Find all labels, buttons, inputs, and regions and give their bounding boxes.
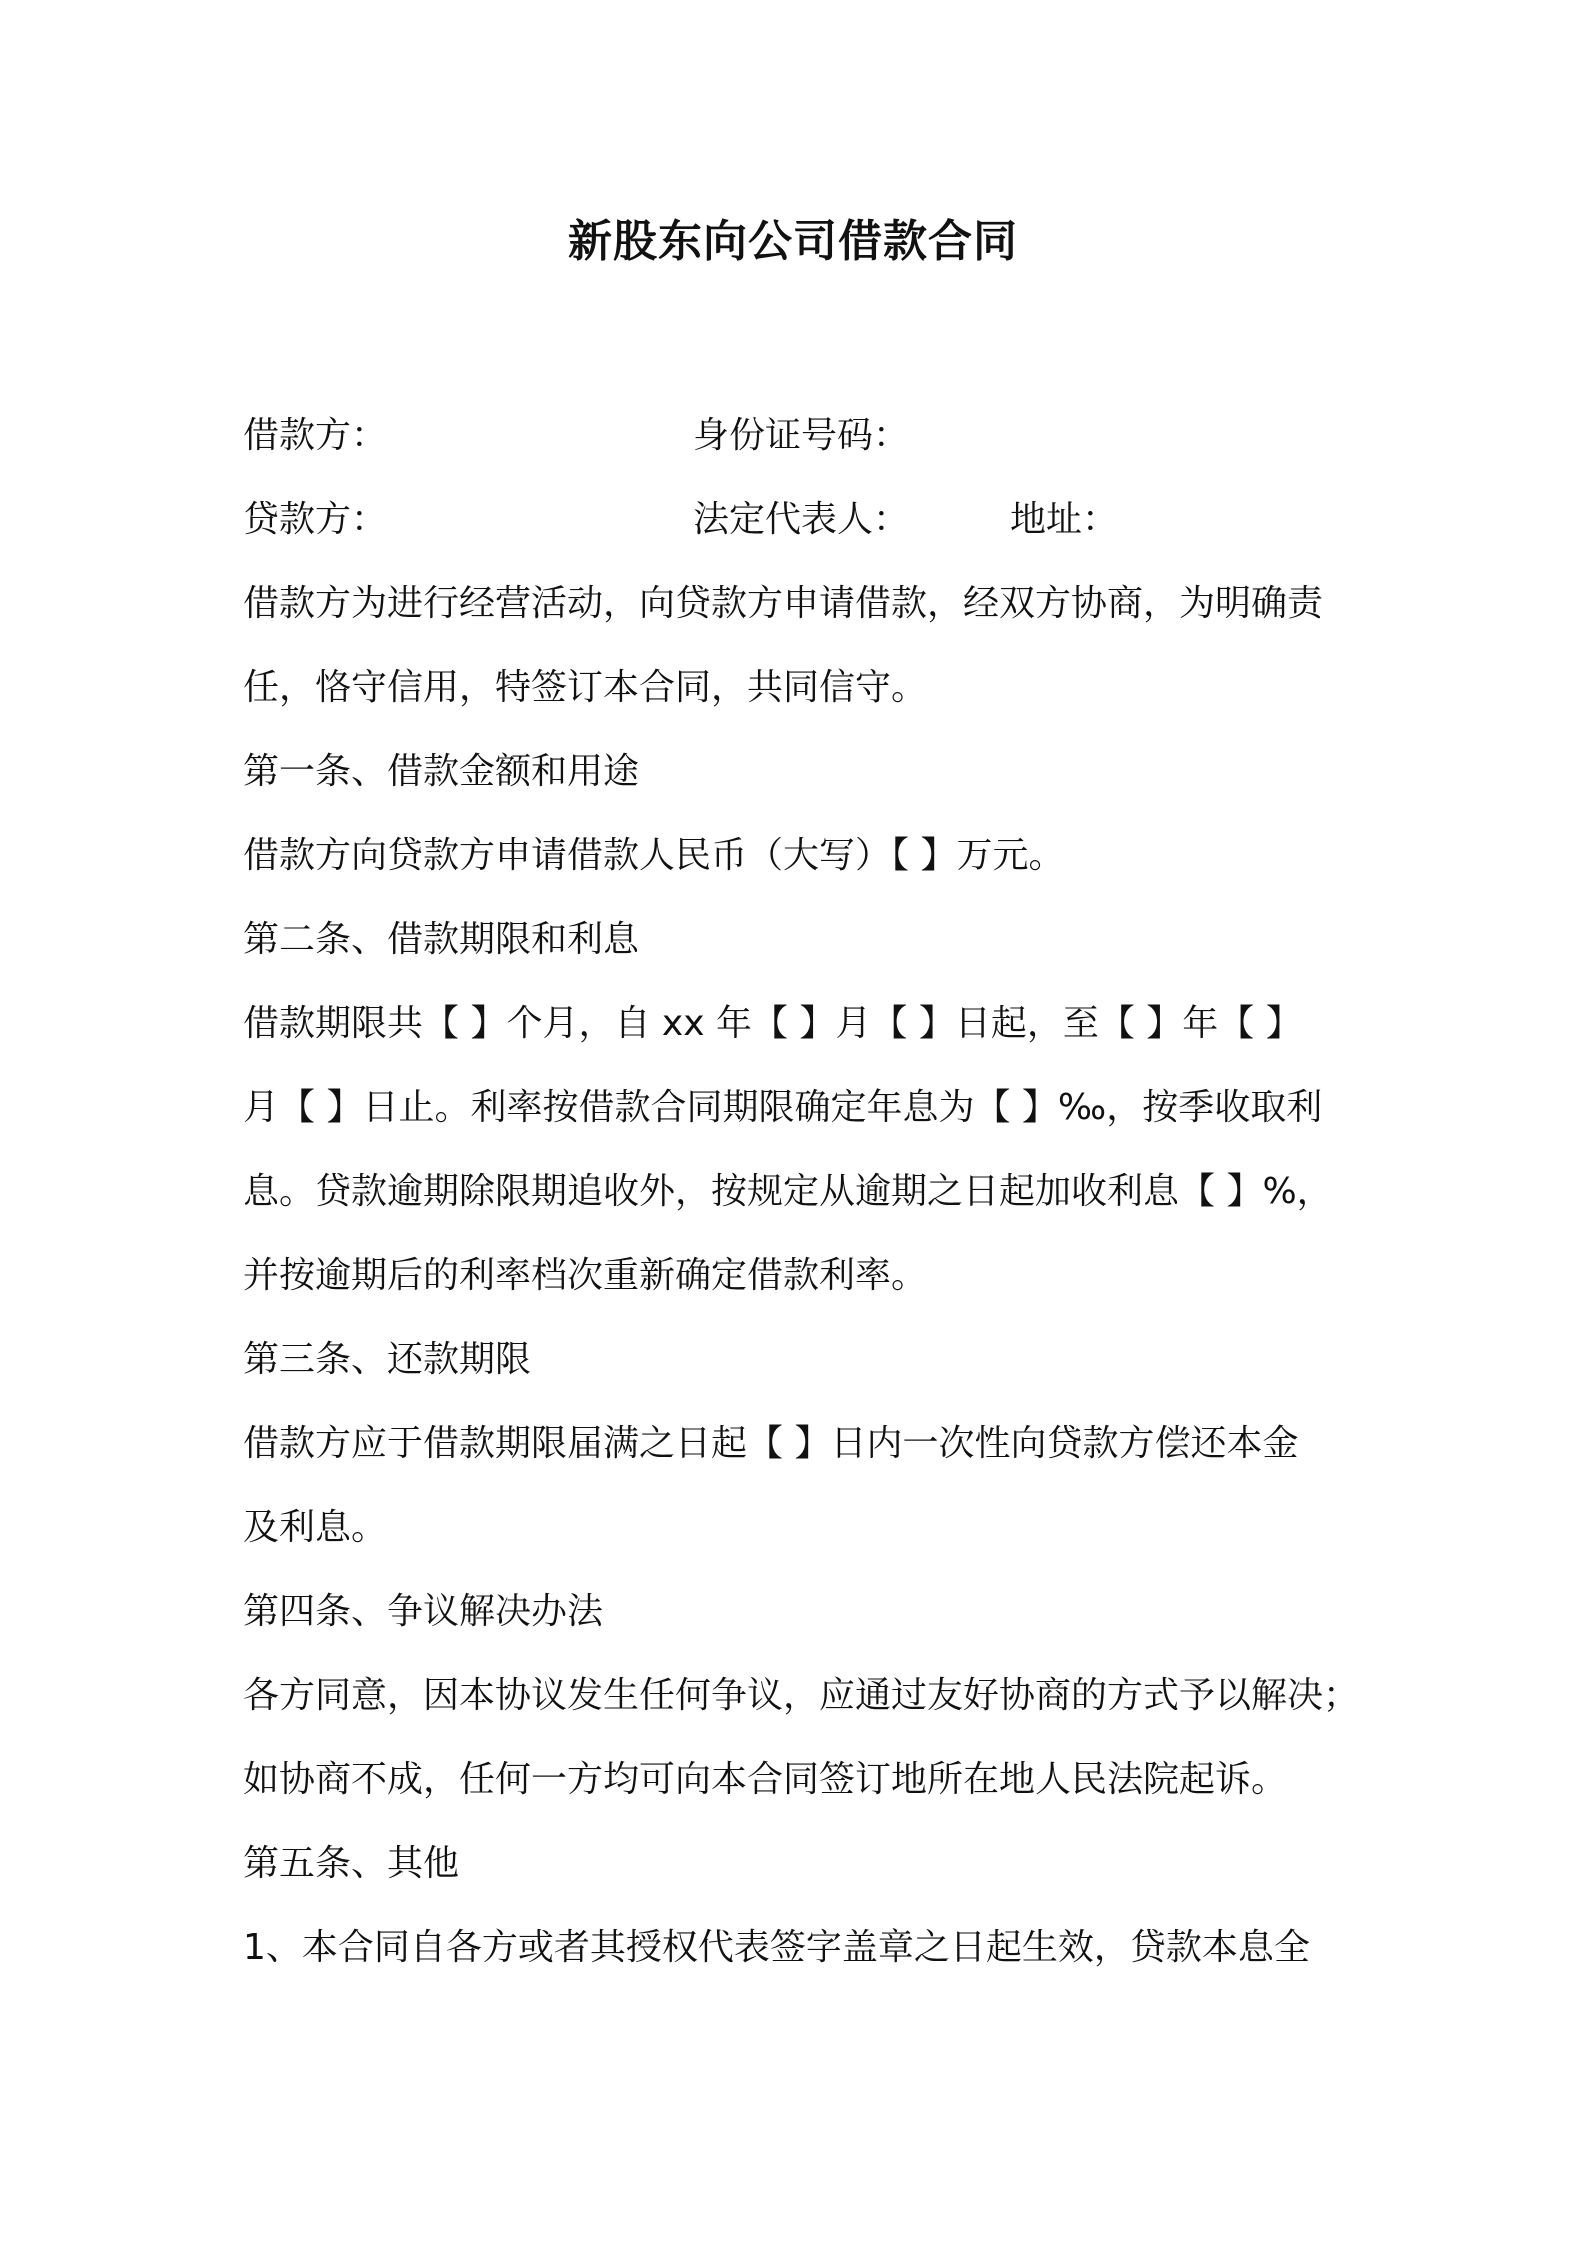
address-label: 地址：	[1010, 499, 1119, 540]
section-2-line-2: 月【 】日止。利率按借款合同期限确定年息为【 】‰，按季收取利	[243, 1087, 1323, 1128]
section-heading-5: 第五条、其他	[243, 1843, 460, 1884]
section-5-line-1: 1、本合同自各方或者其授权代表签字盖章之日起生效，贷款本息全	[243, 1927, 1310, 1968]
section-2-line-1: 借款期限共【 】个月，自 xx 年【 】月【 】日起，至【 】年【 】	[243, 1003, 1302, 1044]
id-number-label: 身份证号码：	[693, 415, 910, 456]
section-4-line-1: 各方同意，因本协议发生任何争议，应通过友好协商的方式予以解决；	[243, 1675, 1360, 1716]
section-heading-2: 第二条、借款期限和利息	[243, 919, 640, 960]
section-4-line-2: 如协商不成，任何一方均可向本合同签订地所在地人民法院起诉。	[243, 1759, 1288, 1800]
legal-representative-label: 法定代表人：	[693, 499, 910, 540]
section-heading-1: 第一条、借款金额和用途	[243, 751, 640, 792]
section-heading-3: 第三条、还款期限	[243, 1339, 532, 1380]
lender-label: 贷款方：	[243, 499, 388, 540]
section-3-line-2: 及利息。	[243, 1507, 388, 1548]
document-title: 新股东向公司借款合同	[568, 216, 1018, 267]
section-heading-4: 第四条、争议解决办法	[243, 1591, 604, 1632]
intro-line-2: 任，恪守信用，特签订本合同，共同信守。	[243, 667, 928, 708]
intro-line-1: 借款方为进行经营活动，向贷款方申请借款，经双方协商，为明确责	[243, 583, 1324, 624]
section-2-line-4: 并按逾期后的利率档次重新确定借款利率。	[243, 1255, 928, 1296]
section-3-line-1: 借款方应于借款期限届满之日起【 】日内一次性向贷款方偿还本金	[243, 1423, 1299, 1464]
section-2-line-3: 息。贷款逾期除限期追收外，按规定从逾期之日起加收利息【 】%，	[243, 1171, 1333, 1212]
borrower-label: 借款方：	[243, 415, 388, 456]
section-1-line-1: 借款方向贷款方申请借款人民币（大写）【 】万元。	[243, 835, 1065, 876]
